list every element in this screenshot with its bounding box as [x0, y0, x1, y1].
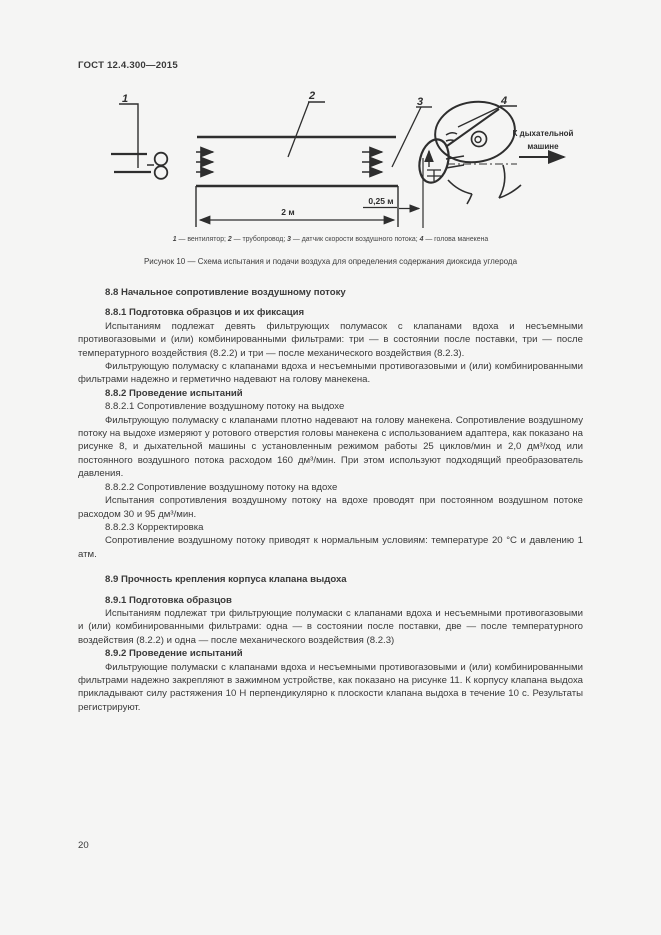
- ear-icon: [472, 132, 487, 147]
- paragraph-8-8-2-2: Испытания сопротивления воздушному потоку на вдохе проводят при постоянном воздушном потоке расходом 30 и 95 дм³/мин.: [78, 495, 583, 520]
- dimension-025m: [363, 158, 423, 228]
- legend-num-2: 2: [227, 236, 232, 243]
- figure-legend: [0, 236, 661, 243]
- pipe-label: 2: [309, 90, 316, 102]
- neck-back: [499, 165, 505, 198]
- head-callout: [458, 95, 517, 127]
- legend-item-3: — датчик скорости воздушного потока;: [291, 236, 420, 243]
- figure-10-diagram: [0, 85, 661, 235]
- breathing-machine-note: [513, 129, 574, 157]
- paragraph-8-8-1-b: Фильтрующую полумаску с клапанами вдоха и несъемными противогазовыми и (или) комбинированными фильтрами надежно и герметично надевают на голову манекена.: [78, 361, 583, 386]
- figure-caption: Рисунок 10 — Схема испытания и подачи воздуха для определения содержания диоксида углерода: [143, 257, 518, 266]
- legend-num-1: 1: [172, 236, 177, 243]
- paragraph-8-9-1: Испытаниям подлежат три фильтрующие полумаски с клапанами вдоха и несъемными противогазовыми и (или) комбинированными фильтрами: одна — в состоянии после поставки, две — после температурного воздействия (8.2.2) и одна — после механического воздействия (8.2.3): [78, 607, 583, 646]
- paragraph-8-8-2-1: Фильтрующую полумаску с клапанами плотно надевают на голову манекена. Сопротивление воздушному потоку на выдохе измеряют у ротового отверстия головы манекена с использованием адаптера, как показано на рисунке 8, и дыхательной машины с установленным режимом работы 25 циклов/мин и 2,0 дм³/ход или постоянного воздушного потока расходом 160 дм³/мин. При этом используют подходящий преобразователь давления.: [78, 414, 583, 480]
- heading-8-8-1: 8.8.1 Подготовка образцов и их фиксация: [105, 307, 305, 319]
- sensor-label: 3: [417, 96, 424, 108]
- heading-8-8-2: 8.8.2 Проведение испытаний: [105, 387, 243, 399]
- legend-num-3: 3: [287, 236, 292, 243]
- heading-8-8-2-3: 8.8.2.3 Корректировка: [105, 521, 204, 533]
- airflow-arrows-right: [362, 152, 382, 172]
- heading-8-8: 8.8 Начальное сопротивление воздушному потоку: [105, 287, 346, 298]
- paragraph-8-9-2: Фильтрующие полумаски с клапанами вдоха и несъемными противогазовыми и (или) комбинированными фильтрами надежно закрепляют в зажимном устройстве, как показано на рисунке 11. К корпусу клапана выдоха прикладывают силу растяжения 10 Н перпендикулярно к плоскости клапана выдоха в течение 10 с. Результаты регистрируют.: [78, 661, 583, 713]
- neck-front: [467, 194, 472, 204]
- paragraph-8-8-2-3: Сопротивление воздушному потоку приводят к нормальным условиям: температуре 20 °С и давлению 1 атм.: [78, 535, 583, 560]
- heading-8-9: 8.9 Прочность крепления корпуса клапана выдоха: [105, 574, 347, 586]
- airflow-arrows-left: [196, 152, 213, 172]
- head-label: 4: [501, 95, 508, 107]
- legend-item-4: — голова манекена: [423, 236, 489, 243]
- fan-label: 1: [122, 93, 129, 105]
- pipe-callout: [288, 90, 325, 157]
- sensor-callout: [392, 96, 432, 167]
- dim-2m-label: 2 м: [281, 207, 295, 217]
- legend-item-2: — трубопровод;: [231, 236, 288, 243]
- mannequin-head: [415, 97, 521, 204]
- fan-callout: [119, 93, 138, 168]
- legend-item-1: — вентилятор;: [176, 236, 228, 243]
- paragraph-8-8-1-a: Испытаниям подлежат девять фильтрующих полумасок с клапанами вдоха и несъемными противогазовыми и (или) комбинированными фильтрами: три — в состоянии после поставки, три — после температурного воздействия (8.2.2) и три — после механического воздействия (8.2.3).: [78, 320, 583, 359]
- machine-text-2: машине: [527, 142, 559, 151]
- dimension-2m: [196, 186, 398, 227]
- page-number: 20: [78, 840, 89, 851]
- legend-num-4: 4: [419, 236, 424, 243]
- document-header: ГОСТ 12.4.300—2015: [78, 60, 178, 71]
- dim-025m-label: 0,25 м: [368, 196, 394, 206]
- heading-8-9-1: 8.9.1 Подготовка образцов: [105, 594, 232, 606]
- fan-icon: [111, 153, 167, 179]
- mask-strap: [447, 109, 499, 146]
- heading-8-8-2-1: 8.8.2.1 Сопротивление воздушному потоку на выдохе: [105, 401, 345, 413]
- heading-8-8-2-2: 8.8.2.2 Сопротивление воздушному потоку на вдохе: [105, 481, 338, 493]
- document-body: [78, 286, 583, 714]
- machine-text-1: К дыхательной: [512, 129, 574, 138]
- heading-8-9-2: 8.9.2 Проведение испытаний: [105, 648, 243, 660]
